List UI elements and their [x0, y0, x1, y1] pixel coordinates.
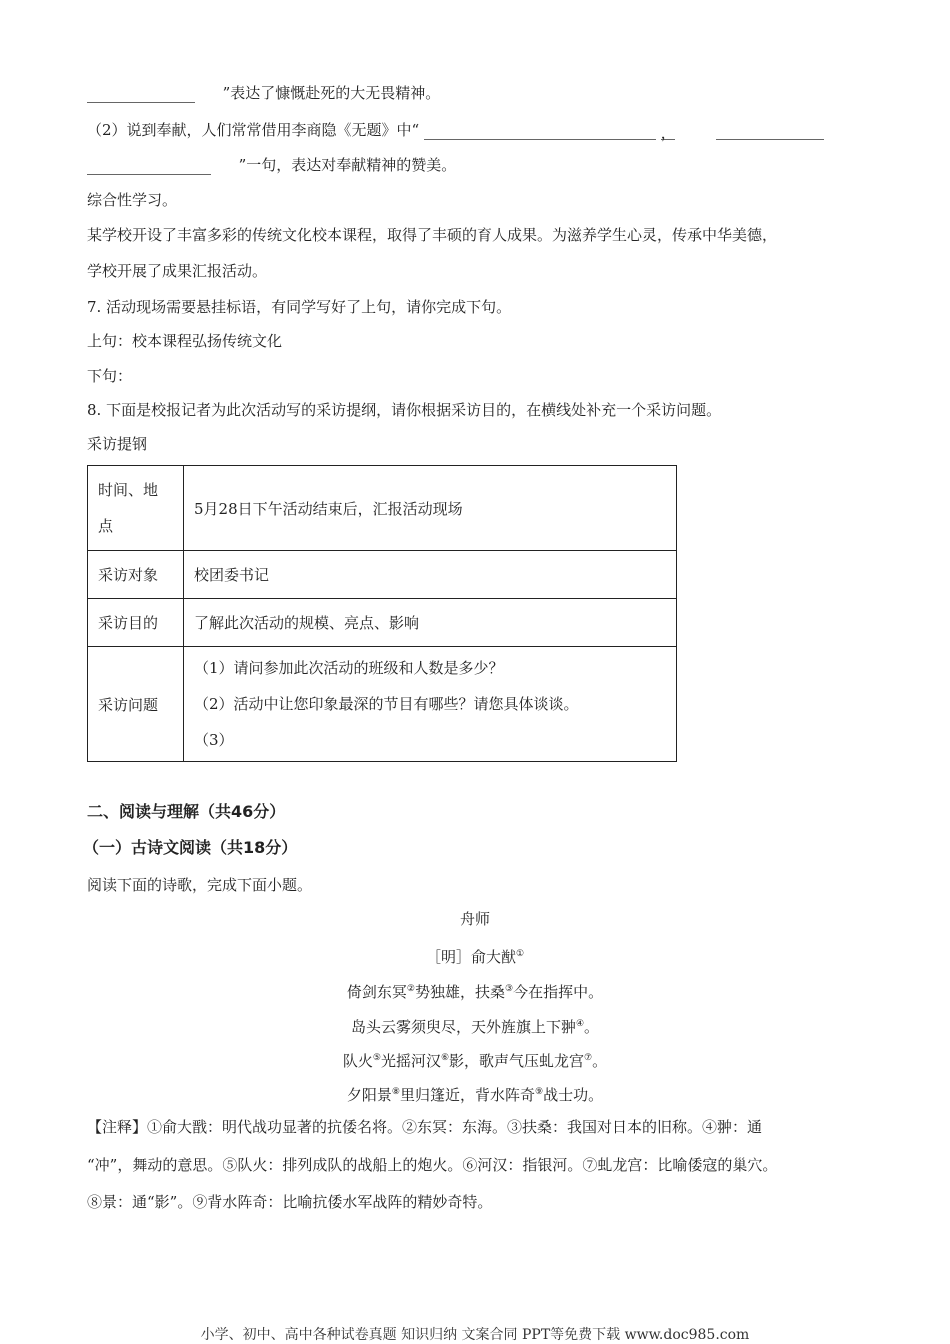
- poem-line-2: [0, 1014, 950, 1037]
- q2-tail-text: ”一句，表达对奉献精神的赞美。: [238, 156, 457, 174]
- answer-blank[interactable]: [716, 123, 824, 140]
- poem-title: 舟师: [459, 910, 490, 928]
- interview-question-blank[interactable]: （3）: [194, 731, 234, 749]
- table-row: [88, 551, 677, 599]
- part2-title: 二、阅读与理解（共46分）: [87, 802, 286, 821]
- question-7: 7. 活动现场需要悬挂标语，有同学写好了上句，请你完成下句。: [87, 298, 512, 316]
- part2-subtitle: （一）古诗文阅读（共18分）: [83, 838, 298, 857]
- table-cell: [184, 647, 677, 762]
- q7-upper-line: 上句：校本课程弘扬传统文化: [87, 332, 283, 350]
- poem-intro: 阅读下面的诗歌，完成下面小题。: [87, 876, 313, 894]
- footnote-mark: ②: [406, 984, 415, 994]
- footnote-mark: ⑧: [391, 1087, 400, 1097]
- footnote-mark: ⑤: [372, 1053, 381, 1063]
- poem-line-3: [0, 1048, 950, 1071]
- poem-text: 队火: [342, 1052, 373, 1070]
- table-header-cell: 采访对象: [88, 551, 184, 599]
- poem-text: 势独雄，扶桑: [414, 983, 505, 1001]
- poem-text: 战士功。: [543, 1086, 604, 1104]
- poem-author: [0, 944, 950, 967]
- table-cell: 5月28日下午活动结束后，汇报活动现场: [184, 466, 677, 551]
- interview-outline-table: [87, 465, 677, 762]
- q7-lower-line: 下句：: [87, 367, 133, 385]
- table-row: [88, 647, 677, 762]
- notes-line-2: “冲”，舞动的意思。⑤队火：排列成队的战船上的炮火。⑥河汉：指银河。⑦虬龙宫：比喻倭寇的巢穴。: [87, 1156, 778, 1174]
- table-header-cell: [88, 466, 184, 551]
- poem-text: 。: [584, 1018, 600, 1036]
- footnote-mark: ①: [515, 949, 525, 959]
- poem-text: 夕阳景: [346, 1086, 392, 1104]
- table-cell: 了解此次活动的规模、亮点、影响: [184, 599, 677, 647]
- intro-line-1: 某学校开设了丰富多彩的传统文化校本课程，取得了丰硕的育人成果。为滋养学生心灵，传承中华美德，: [87, 226, 778, 244]
- outline-title: 采访提钢: [87, 435, 148, 453]
- poem-text: 岛头云雾须臾尽，天外旌旗上下翀: [350, 1018, 576, 1036]
- q2-line: [87, 120, 824, 140]
- table-row: [88, 599, 677, 647]
- footnote-mark: ⑥: [440, 1053, 450, 1063]
- poem-author-text: ［明］俞大猷: [425, 948, 516, 966]
- notes-line-1: 【注释】①俞大戬：明代战功显著的抗倭名将。②东冥：东海。③扶桑：我国对日本的旧称。④翀：通: [87, 1118, 763, 1136]
- cell-text: 时间、地: [98, 481, 159, 499]
- section-title: 综合性学习。: [87, 191, 178, 209]
- poem-line-4: [0, 1082, 950, 1105]
- page-footer: 小学、初中、高中各种试卷真题 知识归纳 文案合同 PPT等免费下载 www.doc985.com: [200, 1327, 750, 1343]
- table-header-cell: 采访目的: [88, 599, 184, 647]
- table-header-cell: 采访问题: [88, 647, 184, 762]
- poem-text: 里归篷近，背水阵奇: [399, 1086, 535, 1104]
- answer-blank-comma: ，: [660, 124, 676, 142]
- answer-blank[interactable]: [87, 86, 195, 103]
- interview-question: （2）活动中让您印象最深的节目有哪些？请您具体谈谈。: [194, 695, 579, 713]
- poem-line-1: [0, 979, 950, 1002]
- table-row: [88, 466, 677, 551]
- answer-blank[interactable]: [424, 123, 656, 140]
- q1-answer-line: [87, 83, 440, 103]
- notes-line-3: ⑧景：通“影”。⑨背水阵奇：比喻抗倭水军战阵的精妙奇特。: [87, 1193, 493, 1211]
- intro-line-2: 学校开展了成果汇报活动。: [87, 262, 268, 280]
- poem-text: 影，歌声气压虬龙宫: [449, 1052, 585, 1070]
- footnote-mark: ⑨: [535, 1087, 544, 1097]
- poem-text: 今在指挥中。: [513, 983, 604, 1001]
- answer-blank[interactable]: [87, 158, 211, 175]
- poem-text: 。: [592, 1052, 608, 1070]
- question-8: 8. 下面是校报记者为此次活动写的采访提纲，请你根据采访目的，在横线处补充一个采访问题。: [87, 401, 722, 419]
- poem-text: 光摇河汉: [380, 1052, 441, 1070]
- poem-text: 倚剑东冥: [346, 983, 407, 1001]
- footnote-mark: ⑦: [584, 1053, 593, 1063]
- cell-text: 点: [98, 517, 114, 535]
- footnote-mark: ③: [505, 984, 514, 994]
- q2-head-text: （2）说到奉献，人们常常借用李商隐《无题》中“: [87, 121, 420, 139]
- footnote-mark: ④: [575, 1019, 585, 1029]
- q2-line-2: [87, 155, 456, 175]
- table-cell: 校团委书记: [184, 551, 677, 599]
- q1-tail-text: ”表达了慷慨赴死的大无畏精神。: [222, 84, 441, 102]
- interview-question: （1）请问参加此次活动的班级和人数是多少？: [194, 659, 504, 677]
